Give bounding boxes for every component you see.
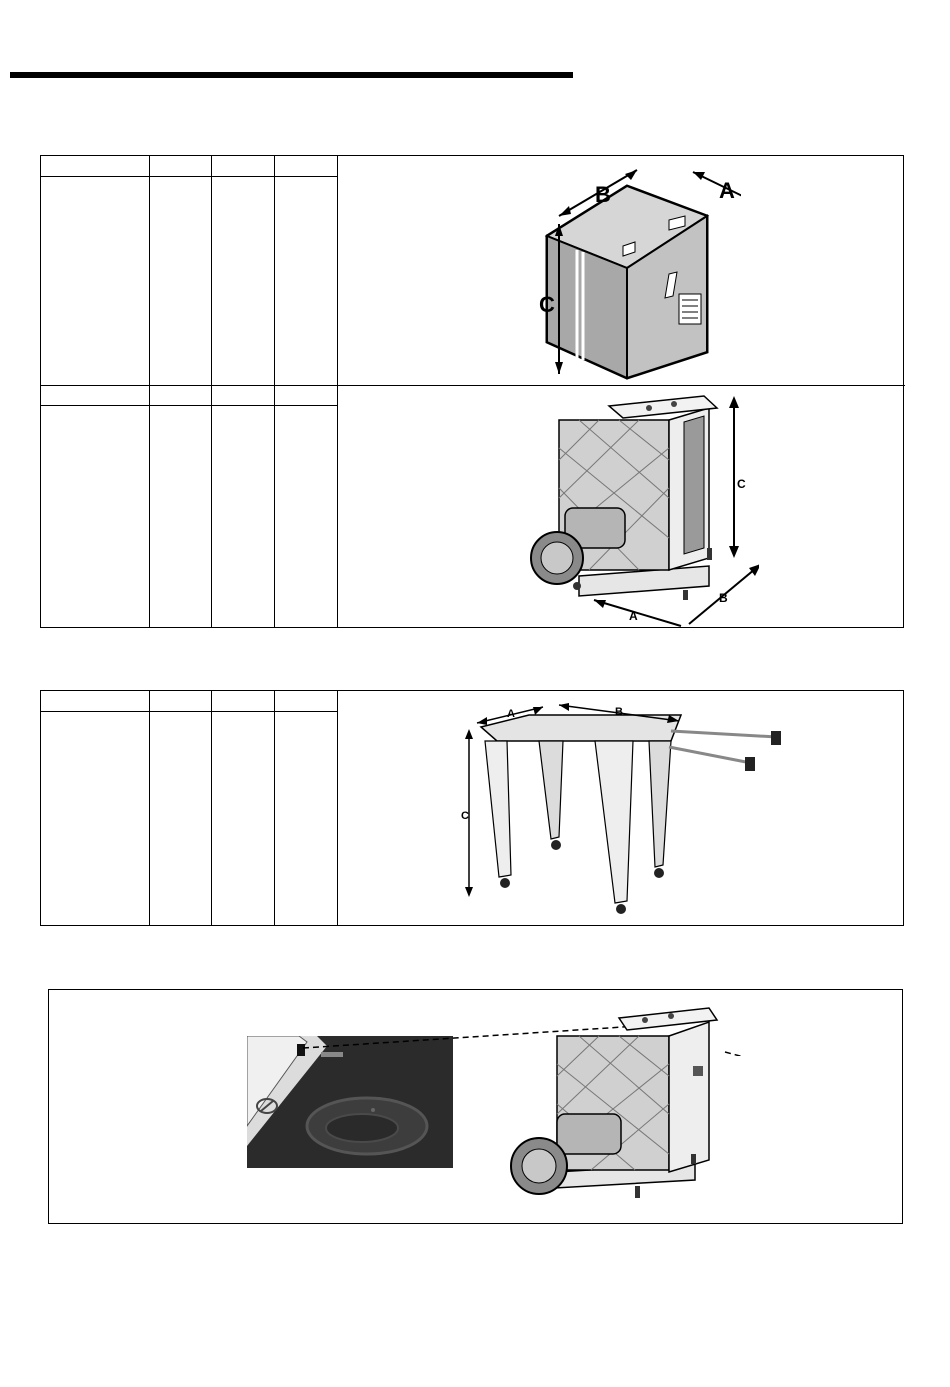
machine-table-figure <box>459 697 789 925</box>
dimensions-table-machine <box>40 155 904 628</box>
table-dim-a-label: A <box>507 708 515 720</box>
table-dim-b-label: B <box>615 706 623 718</box>
pasta-machine-figure <box>499 388 759 628</box>
table-dim-c-label: C <box>461 810 469 822</box>
pack-dim-a-label: A <box>719 178 735 203</box>
header-rule <box>10 72 573 78</box>
machine-dim-c-label: C <box>737 477 746 491</box>
machine-dim-b-label: B <box>719 591 728 605</box>
dimensions-table-stand <box>40 690 904 926</box>
pasta-machine-detail-figure <box>495 1004 725 1222</box>
packing-box-figure <box>511 164 741 384</box>
machine-dim-a-label: A <box>629 609 638 623</box>
pack-dim-b-label: B <box>595 182 611 207</box>
detail-frame <box>48 989 903 1224</box>
pack-dim-c-label: C <box>539 292 555 317</box>
